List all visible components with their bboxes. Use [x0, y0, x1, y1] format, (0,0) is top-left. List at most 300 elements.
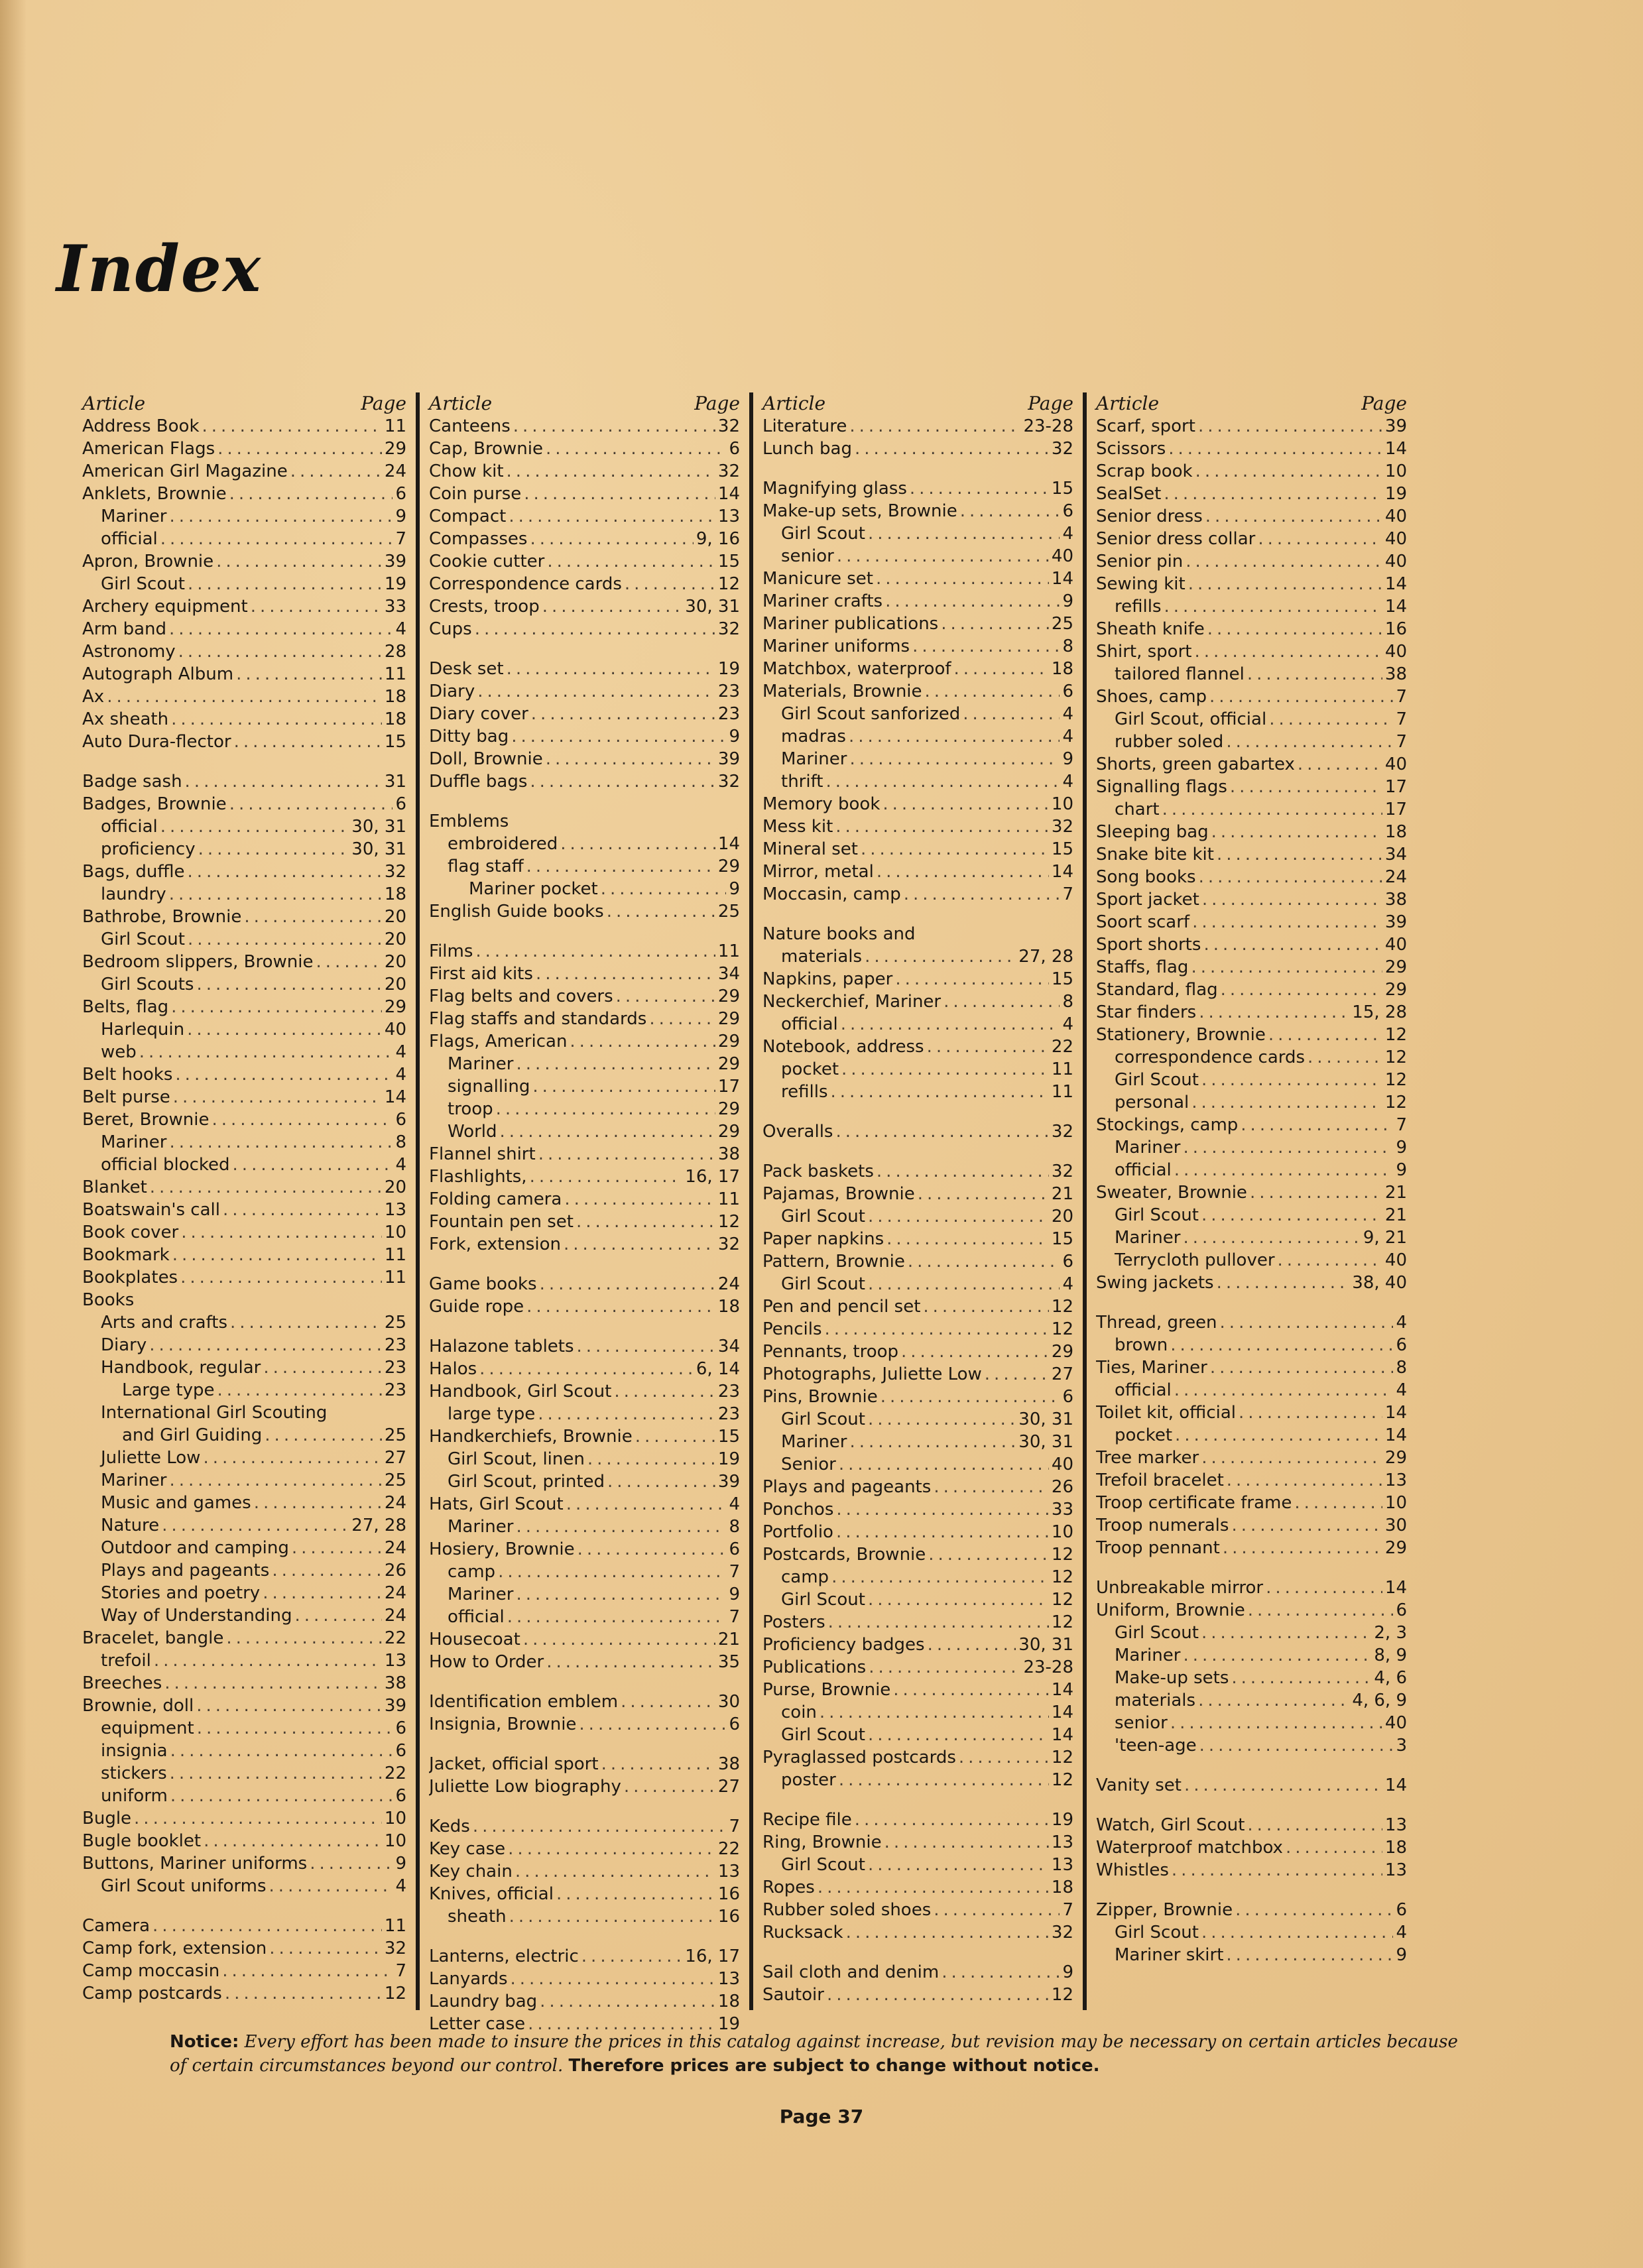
- entry-name: Signalling flags: [1096, 777, 1227, 797]
- entry-page: 18: [1051, 659, 1073, 679]
- entry-name: Flannel shirt: [429, 1144, 536, 1164]
- dot-leader: [185, 770, 382, 793]
- entry-page: 18: [384, 687, 406, 707]
- index-entry: [762, 1656, 1073, 1679]
- dot-leader: [1198, 415, 1382, 438]
- entry-name: Large type: [122, 1380, 215, 1400]
- dot-leader: [877, 861, 1049, 883]
- page-heading: Page: [361, 392, 406, 414]
- entry-name: embroidered: [448, 834, 558, 854]
- dot-leader: [1248, 1599, 1394, 1622]
- index-entry: [762, 1205, 1073, 1228]
- entry-page: 6: [1062, 1387, 1073, 1407]
- entry-page: 33: [384, 597, 406, 617]
- entry-page: 18: [1384, 822, 1407, 842]
- dot-leader: [1192, 911, 1382, 933]
- column-header: [762, 392, 1073, 415]
- index-entry: [1096, 1402, 1407, 1424]
- dot-leader: [530, 770, 715, 793]
- entry-name: 'teen-age: [1115, 1736, 1197, 1756]
- entry-name: Mirror, metal: [762, 862, 874, 882]
- entry-name: Publications: [762, 1657, 867, 1677]
- dot-leader: [170, 1740, 393, 1762]
- index-entry: [429, 1815, 740, 1838]
- entry-page: 4: [395, 1155, 406, 1175]
- entry-page: 12: [1051, 1567, 1073, 1587]
- entry-page: 27, 28: [351, 1516, 406, 1535]
- index-entry: [1096, 1424, 1407, 1447]
- index-entry: [762, 770, 1073, 793]
- index-entry: [1096, 505, 1407, 528]
- dot-leader: [178, 640, 382, 663]
- entry-page: 6: [395, 484, 406, 504]
- entry-page: 4: [395, 1042, 406, 1062]
- dot-leader: [886, 1228, 1049, 1250]
- index-entry: [82, 973, 406, 996]
- index-entry: [429, 1295, 740, 1318]
- dot-leader: [927, 1036, 1049, 1058]
- index-entry: [429, 940, 740, 963]
- index-entry: [1096, 1644, 1407, 1667]
- index-entry: [82, 1131, 406, 1154]
- index-entry: [429, 415, 740, 438]
- index-entry: [1096, 911, 1407, 933]
- dot-leader: [1201, 1069, 1382, 1091]
- index-entry: [1096, 663, 1407, 686]
- entry-page: 14: [1051, 1725, 1073, 1745]
- dot-leader: [635, 1425, 715, 1448]
- dot-leader: [1170, 1334, 1393, 1356]
- entry-page: 6: [395, 794, 406, 814]
- entry-page: 31: [384, 772, 406, 792]
- dot-leader: [835, 815, 1049, 838]
- entry-name: Pack baskets: [762, 1162, 874, 1181]
- entry-name: How to Order: [429, 1652, 544, 1672]
- index-entry: [762, 500, 1073, 522]
- dot-leader: [269, 1937, 382, 1960]
- index-entry: [762, 415, 1073, 438]
- entry-name: Star finders: [1096, 1002, 1197, 1022]
- entry-page: 11: [1051, 1059, 1073, 1079]
- dot-leader: [904, 883, 1060, 906]
- index-entry: [429, 1606, 740, 1628]
- dot-leader: [1201, 1447, 1382, 1469]
- entry-name: Girl Scout: [781, 1207, 865, 1226]
- page-heading: Page: [1028, 392, 1073, 414]
- index-entry: [429, 748, 740, 770]
- index-entry: [1096, 1836, 1407, 1859]
- dot-leader: [564, 1233, 715, 1256]
- dot-leader: [1201, 1204, 1382, 1226]
- dot-leader: [1199, 1734, 1394, 1757]
- entry-name: Portfolio: [762, 1522, 833, 1542]
- index-entry: [429, 900, 740, 923]
- entry-page: 24: [1384, 867, 1407, 887]
- dot-leader: [316, 951, 381, 973]
- entry-name: Girl Scout, official: [1115, 709, 1267, 729]
- index-entry: [762, 1984, 1073, 2006]
- index-entry: [762, 1746, 1073, 1769]
- entry-name: Girl Scouts: [101, 975, 194, 994]
- index-entry: [762, 968, 1073, 990]
- dot-leader: [197, 1717, 393, 1740]
- dot-leader: [1203, 933, 1382, 956]
- entry-name: Correspondence cards: [429, 574, 622, 594]
- index-entry: [1096, 1069, 1407, 1091]
- index-entry: [82, 1221, 406, 1244]
- dot-leader: [516, 1516, 726, 1538]
- entry-name: Sport shorts: [1096, 935, 1201, 955]
- index-entry: [1096, 1181, 1407, 1204]
- dot-leader: [229, 483, 393, 505]
- dot-leader: [171, 708, 382, 731]
- entry-name: Pajamas, Brownie: [762, 1184, 915, 1204]
- dot-leader: [849, 748, 1060, 770]
- index-entry: [429, 1753, 740, 1775]
- dot-leader: [244, 906, 382, 928]
- index-entry: [762, 680, 1073, 703]
- entry-page: 27: [384, 1448, 406, 1468]
- index-entry: [762, 613, 1073, 635]
- entry-name: Badges, Brownie: [82, 794, 227, 814]
- entry-page: 40: [1384, 754, 1407, 774]
- dot-leader: [876, 567, 1049, 590]
- entry-name: Song books: [1096, 867, 1196, 887]
- entry-name: Trefoil bracelet: [1096, 1470, 1224, 1490]
- entry-page: 40: [1384, 935, 1407, 955]
- entry-page: 23: [717, 1382, 740, 1402]
- dot-leader: [885, 590, 1060, 613]
- index-entry: [429, 1273, 740, 1295]
- page-title: Index: [56, 231, 263, 307]
- entry-name: Beret, Brownie: [82, 1110, 210, 1130]
- index-entry: [762, 477, 1073, 500]
- dot-leader: [1174, 1159, 1394, 1181]
- index-entry: [429, 1233, 740, 1256]
- entry-page: 14: [384, 1087, 406, 1107]
- dot-leader: [1230, 776, 1382, 798]
- entry-page: 23: [384, 1335, 406, 1355]
- dot-leader: [601, 878, 727, 900]
- entry-name: Bracelet, bangle: [82, 1628, 224, 1648]
- dot-leader: [216, 550, 382, 573]
- entry-name: Swing jackets: [1096, 1273, 1214, 1293]
- index-entry: [82, 1311, 406, 1334]
- index-entry: [82, 528, 406, 550]
- entry-page: 14: [1384, 1578, 1407, 1598]
- dot-leader: [625, 573, 715, 595]
- entry-page: 19: [1051, 1810, 1073, 1830]
- entry-page: 13: [1384, 1860, 1407, 1880]
- entry-page: 20: [384, 975, 406, 994]
- entry-page: 18: [717, 1992, 740, 2011]
- entry-name: Halos: [429, 1359, 477, 1379]
- index-entry: [762, 658, 1073, 680]
- entry-name: Nature: [101, 1516, 160, 1535]
- index-entry: [762, 1498, 1073, 1521]
- index-columns: [82, 392, 1420, 2034]
- index-entry: [762, 1876, 1073, 1899]
- entry-name: trefoil: [101, 1651, 151, 1671]
- index-entry: [1096, 573, 1407, 595]
- index-entry: [1096, 618, 1407, 640]
- entry-name: chart: [1115, 800, 1160, 819]
- entry-name: Emblems: [429, 811, 509, 831]
- dot-leader: [836, 1521, 1049, 1543]
- dot-leader: [170, 1762, 382, 1785]
- dot-leader: [841, 1013, 1060, 1036]
- dot-leader: [1183, 1136, 1393, 1159]
- entry-name: laundry: [101, 884, 166, 904]
- index-entry: [762, 1611, 1073, 1634]
- index-entry: [82, 1199, 406, 1221]
- entry-name: Cap, Brownie: [429, 439, 543, 459]
- dot-leader: [910, 477, 1049, 500]
- index-entry: [1096, 640, 1407, 663]
- dot-leader: [918, 1183, 1049, 1205]
- entry-page: 6: [729, 439, 740, 459]
- index-entry: [429, 1098, 740, 1120]
- dot-leader: [507, 460, 715, 483]
- index-entry: [429, 963, 740, 985]
- index-entry: [82, 1807, 406, 1830]
- entry-name: correspondence cards: [1115, 1047, 1306, 1067]
- dot-leader: [928, 1634, 1016, 1656]
- entry-page: 16, 17: [685, 1946, 740, 1966]
- entry-name: Neckerchief, Mariner: [762, 992, 942, 1012]
- entry-page: 19: [717, 1449, 740, 1469]
- entry-page: 29: [1384, 1448, 1407, 1468]
- entry-name: Snake bite kit: [1096, 845, 1214, 865]
- index-entry: [762, 945, 1073, 968]
- entry-page: 15: [717, 552, 740, 571]
- entry-page: 22: [384, 1763, 406, 1783]
- index-entry: [1096, 1024, 1407, 1046]
- index-entry: [1096, 888, 1407, 911]
- dot-leader: [877, 1160, 1049, 1183]
- index-entry: [1096, 1226, 1407, 1249]
- entry-page: 9: [1062, 1962, 1073, 1982]
- entry-page: 8, 9: [1374, 1645, 1407, 1665]
- entry-name: Lanterns, electric: [429, 1946, 579, 1966]
- index-entry: [762, 1295, 1073, 1318]
- entry-page: 6, 14: [696, 1359, 740, 1379]
- dot-leader: [1210, 1356, 1394, 1379]
- index-column-3: [749, 392, 1083, 2010]
- entry-page: 25: [384, 1313, 406, 1333]
- dot-leader: [1168, 438, 1382, 460]
- entry-page: 29: [717, 1032, 740, 1051]
- index-entry: [82, 906, 406, 928]
- entry-page: 8: [1062, 992, 1073, 1012]
- dot-leader: [511, 725, 726, 748]
- index-entry: [429, 703, 740, 725]
- dot-leader: [507, 1606, 727, 1628]
- entry-page: 39: [384, 552, 406, 571]
- entry-page: 17: [1384, 800, 1407, 819]
- index-entry: [429, 878, 740, 900]
- dot-leader: [1209, 686, 1393, 708]
- entry-page: 40: [1384, 529, 1407, 549]
- dot-leader: [1266, 1577, 1382, 1599]
- entry-name: Pins, Brownie: [762, 1387, 878, 1407]
- entry-name: senior: [781, 546, 834, 566]
- index-entry: [82, 1041, 406, 1063]
- entry-name: Shoes, camp: [1096, 687, 1207, 707]
- entry-name: Pattern, Brownie: [762, 1252, 905, 1272]
- entry-name: Sport jacket: [1096, 890, 1199, 910]
- entry-name: signalling: [448, 1077, 530, 1097]
- entry-name: Game books: [429, 1274, 537, 1294]
- dot-leader: [1294, 1492, 1382, 1514]
- index-entry: [429, 855, 740, 878]
- entry-page: 10: [1051, 794, 1073, 814]
- entry-name: Keds: [429, 1817, 470, 1836]
- dot-leader: [868, 1854, 1049, 1876]
- entry-name: madras: [781, 727, 846, 746]
- entry-page: 4: [1062, 524, 1073, 544]
- index-entry: [429, 1628, 740, 1651]
- entry-page: 30, 31: [1018, 1432, 1073, 1452]
- index-entry: [429, 1211, 740, 1233]
- index-entry: [82, 951, 406, 973]
- entry-name: American Flags: [82, 439, 215, 459]
- dot-leader: [934, 1476, 1049, 1498]
- entry-name: Bugle booklet: [82, 1831, 202, 1851]
- entry-page: 16: [717, 1884, 740, 1904]
- index-entry: [429, 460, 740, 483]
- dot-leader: [1207, 618, 1382, 640]
- entry-page: 24: [717, 1274, 740, 1294]
- dot-leader: [475, 618, 715, 640]
- entry-name: official: [1115, 1160, 1172, 1180]
- entry-page: 39: [1384, 912, 1407, 932]
- index-entry: [82, 1447, 406, 1469]
- entry-page: 27: [1051, 1364, 1073, 1384]
- entry-page: 9, 21: [1363, 1228, 1407, 1248]
- entry-name: Mariner: [781, 749, 847, 769]
- index-entry: [82, 1537, 406, 1559]
- entry-page: 6: [729, 1714, 740, 1734]
- entry-name: Scarf, sport: [1096, 416, 1195, 436]
- entry-page: 4: [729, 1494, 740, 1514]
- dot-leader: [181, 1221, 382, 1244]
- entry-page: 4: [1396, 1313, 1407, 1333]
- entry-page: 15, 28: [1352, 1002, 1407, 1022]
- entry-page: 20: [384, 1177, 406, 1197]
- index-entry: [82, 550, 406, 573]
- entry-name: Camp fork, extension: [82, 1939, 267, 1958]
- entry-name: Posters: [762, 1612, 825, 1632]
- dot-leader: [1298, 753, 1382, 776]
- entry-page: 7: [1396, 732, 1407, 752]
- dot-leader: [868, 1408, 1016, 1431]
- entry-page: 33: [1051, 1500, 1073, 1520]
- entry-name: Bedroom slippers, Brownie: [82, 952, 314, 972]
- entry-name: International Girl Scouting: [101, 1403, 328, 1423]
- dot-leader: [616, 985, 715, 1008]
- entry-page: 18: [384, 884, 406, 904]
- dot-leader: [587, 1448, 715, 1470]
- entry-page: 15: [1051, 479, 1073, 499]
- dot-leader: [1226, 1944, 1393, 1966]
- entry-page: 40: [384, 1020, 406, 1040]
- dot-leader: [836, 1498, 1049, 1521]
- entry-page: 22: [384, 1628, 406, 1648]
- dot-leader: [531, 703, 715, 725]
- index-entry: [429, 1143, 740, 1165]
- dot-leader: [830, 1081, 1048, 1103]
- entry-page: 24: [384, 461, 406, 481]
- entry-page: 16, 17: [685, 1167, 740, 1187]
- dot-leader: [475, 940, 715, 963]
- entry-name: Pencils: [762, 1319, 822, 1339]
- entry-name: Girl Scout: [1115, 1623, 1199, 1643]
- dot-leader: [134, 1807, 382, 1830]
- entry-name: Whistles: [1096, 1860, 1169, 1880]
- index-entry: [82, 883, 406, 906]
- entry-page: 29: [384, 997, 406, 1017]
- index-entry: [429, 833, 740, 855]
- index-entry: [82, 1424, 406, 1447]
- article-heading: Article: [82, 392, 146, 414]
- entry-page: 29: [1051, 1342, 1073, 1362]
- entry-page: 11: [384, 1268, 406, 1287]
- index-entry: [82, 838, 406, 861]
- entry-name: Canteens: [429, 416, 511, 436]
- index-entry: [429, 810, 740, 833]
- entry-name: Notebook, address: [762, 1037, 924, 1057]
- price-notice: [170, 2030, 1469, 2078]
- index-entry: [82, 1830, 406, 1852]
- entry-name: Ropes: [762, 1878, 815, 1897]
- entry-page: 25: [717, 902, 740, 922]
- dot-leader: [1186, 550, 1382, 573]
- entry-page: 13: [717, 1969, 740, 1989]
- entry-name: Mariner: [101, 507, 167, 526]
- index-entry: [429, 1493, 740, 1516]
- index-entry: [82, 595, 406, 618]
- entry-name: Staffs, flag: [1096, 957, 1189, 977]
- index-entry: [1096, 460, 1407, 483]
- index-entry: [762, 1831, 1073, 1854]
- entry-name: stickers: [101, 1763, 167, 1783]
- entry-page: 12: [1384, 1047, 1407, 1067]
- index-entry: [1096, 1921, 1407, 1944]
- index-entry: [762, 1634, 1073, 1656]
- dot-leader: [169, 1131, 393, 1154]
- entry-page: 32: [384, 1939, 406, 1958]
- index-entry: [82, 928, 406, 951]
- dot-leader: [204, 1830, 382, 1852]
- dot-leader: [292, 1537, 382, 1559]
- entry-name: World: [448, 1122, 497, 1142]
- dot-leader: [187, 861, 381, 883]
- dot-leader: [828, 1611, 1049, 1634]
- dot-leader: [825, 1318, 1049, 1341]
- entry-page: 40: [1051, 1455, 1073, 1474]
- entry-page: 30, 31: [685, 597, 740, 617]
- entry-page: 11: [1051, 1082, 1073, 1102]
- entry-page: 12: [1051, 1319, 1073, 1339]
- entry-page: 4: [1062, 727, 1073, 746]
- dot-leader: [868, 1724, 1049, 1746]
- entry-page: 6: [395, 1786, 406, 1806]
- entry-page: 7: [729, 1562, 740, 1582]
- entry-name: Blanket: [82, 1177, 147, 1197]
- dot-leader: [173, 1086, 382, 1108]
- index-entry: [429, 658, 740, 680]
